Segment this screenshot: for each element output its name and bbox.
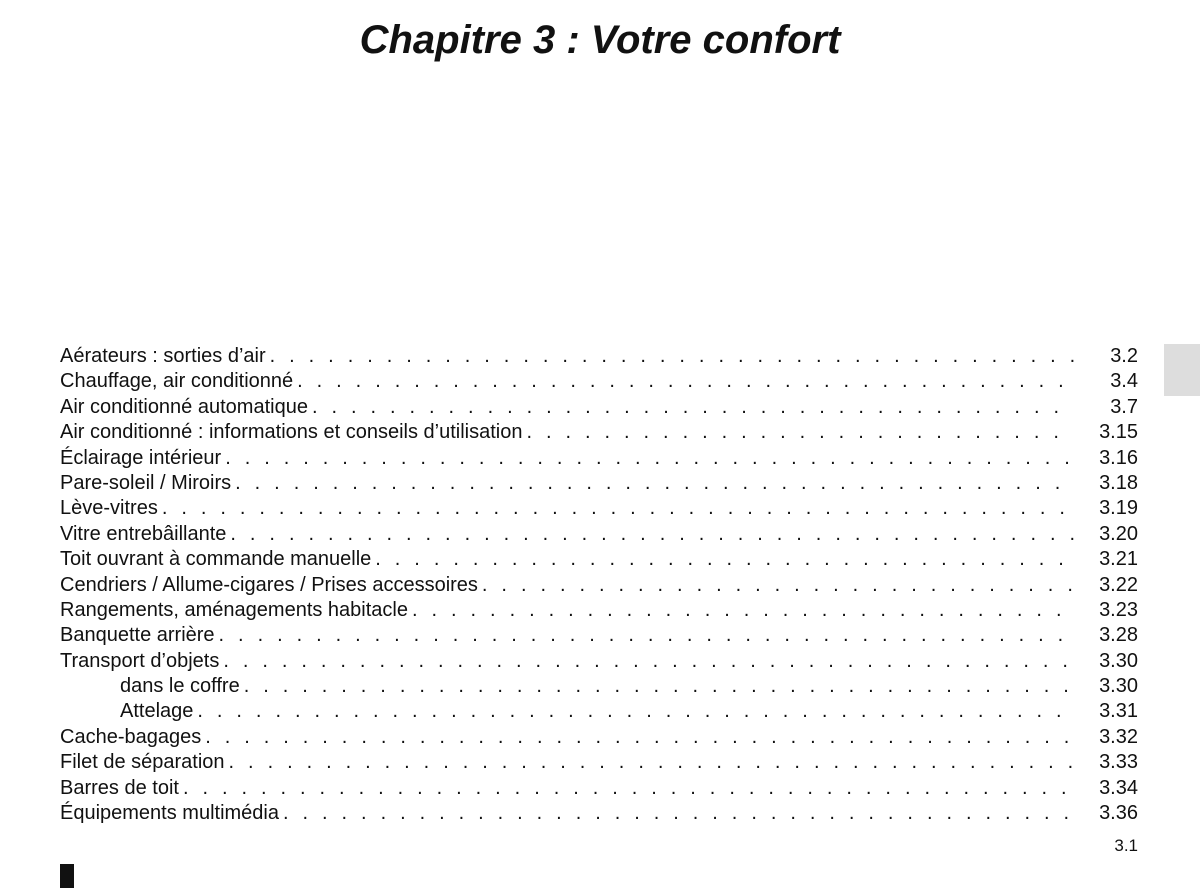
toc-entry-page: 3.34 (1099, 776, 1138, 799)
toc-entry[interactable] (60, 750, 1138, 775)
toc-entry-page: 3.7 (1110, 395, 1138, 418)
toc-entry-page: 3.16 (1099, 446, 1138, 469)
toc-leader-dots (412, 598, 1074, 623)
toc-entry-label: Cendriers / Allume-cigares / Prises accessoires (60, 573, 478, 596)
toc-leader-dots (229, 750, 1074, 775)
toc-entry-page: 3.15 (1099, 421, 1138, 444)
toc-leader-dots (526, 420, 1074, 445)
toc-entry[interactable] (60, 573, 1138, 598)
toc-leader-dots (270, 344, 1074, 369)
toc-entry[interactable] (60, 725, 1138, 750)
toc-leader-dots (162, 496, 1074, 521)
toc-entry[interactable] (60, 598, 1138, 623)
toc-entry-label: Toit ouvrant à commande manuelle (60, 548, 372, 571)
toc-entry-page: 3.4 (1110, 370, 1138, 393)
toc-entry-page: 3.23 (1099, 598, 1138, 621)
toc-entry[interactable] (60, 776, 1138, 801)
toc-entry-page: 3.33 (1099, 751, 1138, 774)
toc-entry-label: dans le coffre (120, 675, 240, 698)
toc-entry-label: Cache-bagages (60, 725, 202, 748)
toc-entry-label: Barres de toit (60, 776, 179, 799)
toc-leader-dots (223, 649, 1074, 674)
toc-entry[interactable] (60, 623, 1138, 648)
toc-subentry[interactable] (60, 699, 1138, 724)
chapter-title: Chapitre 3 : Votre confort (359, 18, 841, 62)
toc-entry-label: Chauffage, air conditionné (60, 370, 294, 393)
chapter-side-tab (1164, 344, 1200, 396)
toc-entry-label: Transport d’objets (60, 649, 220, 672)
toc-entry[interactable] (60, 446, 1138, 471)
toc-entry-label: Pare-soleil / Miroirs (60, 471, 232, 494)
toc-entry[interactable] (60, 522, 1138, 547)
toc-leader-dots (312, 395, 1074, 420)
toc-entry-label: Rangements, aménagements habitacle (60, 598, 408, 621)
toc-leader-dots (375, 547, 1074, 572)
toc-entry-page: 3.22 (1099, 573, 1138, 596)
toc-entry-label: Attelage (120, 700, 194, 723)
toc-leader-dots (482, 573, 1074, 598)
toc-leader-dots (283, 801, 1074, 826)
toc-subentry[interactable] (60, 674, 1138, 699)
toc-leader-dots (197, 699, 1074, 724)
toc-entry-label: Lève-vitres (60, 497, 158, 520)
toc-entry-page: 3.32 (1099, 725, 1138, 748)
toc-entry-label: Équipements multimédia (60, 802, 279, 825)
toc-entry[interactable] (60, 547, 1138, 572)
table-of-contents (60, 344, 1138, 826)
toc-entry-page: 3.30 (1099, 675, 1138, 698)
toc-entry[interactable] (60, 395, 1138, 420)
toc-leader-dots (219, 623, 1074, 648)
toc-leader-dots (235, 471, 1074, 496)
toc-leader-dots (205, 725, 1074, 750)
toc-entry-page: 3.36 (1099, 802, 1138, 825)
toc-entry-page: 3.2 (1110, 345, 1138, 367)
toc-entry-page: 3.21 (1099, 548, 1138, 571)
toc-entry-label: Banquette arrière (60, 624, 215, 647)
page-corner-mark (60, 864, 74, 888)
toc-entry-page: 3.28 (1099, 624, 1138, 647)
toc-entry-page: 3.20 (1099, 522, 1138, 545)
toc-leader-dots (244, 674, 1074, 699)
toc-entry-page: 3.31 (1099, 700, 1138, 723)
toc-entry-label: Air conditionné automatique (60, 395, 308, 418)
toc-entry-page: 3.30 (1099, 649, 1138, 672)
toc-entry[interactable] (60, 420, 1138, 445)
toc-entry-label: Air conditionné : informations et conseils d’utilisation (60, 421, 523, 444)
toc-entry-label: Aérateurs : sorties d’air (60, 345, 266, 367)
toc-leader-dots (183, 776, 1074, 801)
toc-entry-label: Vitre entrebâillante (60, 522, 227, 545)
toc-entry-label: Éclairage intérieur (60, 446, 222, 469)
toc-leader-dots (230, 522, 1074, 547)
toc-leader-dots (297, 369, 1074, 394)
toc-entry[interactable] (60, 369, 1138, 394)
toc-entry-page: 3.18 (1099, 471, 1138, 494)
toc-entry-label: Filet de séparation (60, 751, 225, 774)
toc-entry[interactable] (60, 801, 1138, 826)
toc-entry[interactable] (60, 344, 1138, 369)
toc-entry-page: 3.19 (1099, 497, 1138, 520)
toc-entry[interactable] (60, 649, 1138, 674)
page-number: 3.1 (1114, 836, 1138, 855)
toc-entry[interactable] (60, 471, 1138, 496)
toc-entry[interactable] (60, 496, 1138, 521)
toc-leader-dots (225, 446, 1074, 471)
